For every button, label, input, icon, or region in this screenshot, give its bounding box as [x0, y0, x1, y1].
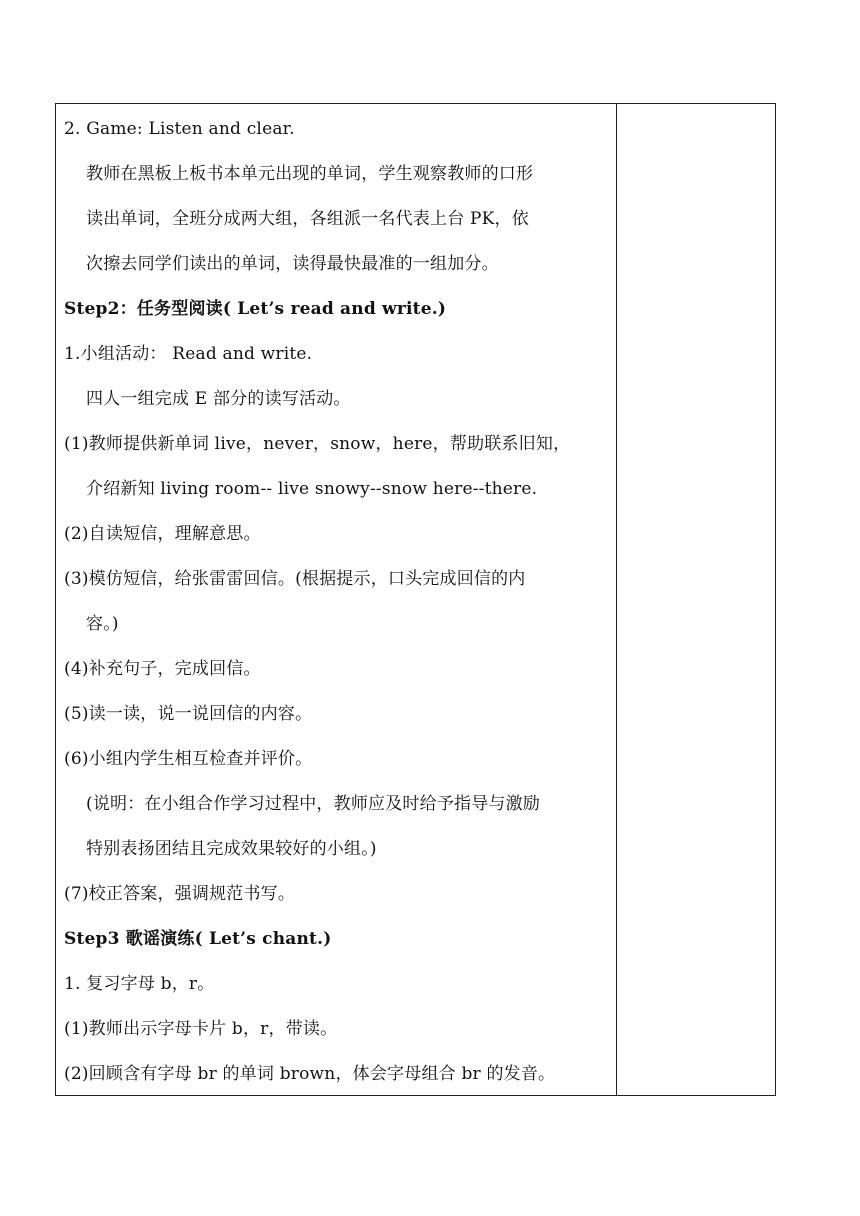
notes-cell: [617, 104, 775, 1095]
step3-heading: Step3 歌谣演练( Let’s chant.): [64, 929, 332, 949]
list-item: (1)教师提供新单词 live，never，snow，here，帮助联系旧知，: [64, 434, 571, 454]
paragraph-line: 次擦去同学们读出的单词，读得最快最准的一组加分。: [86, 254, 499, 274]
game-heading: 2. Game: Listen and clear.: [64, 119, 295, 139]
list-item: (1)教师出示字母卡片 b，r，带读。: [64, 1019, 338, 1039]
list-item: (2)自读短信，理解意思。: [64, 524, 261, 544]
list-item: (2)回顾含有字母 br 的单词 brown，体会字母组合 br 的发音。: [64, 1064, 556, 1084]
lesson-content-cell: [56, 104, 617, 1095]
list-item: (4)补充句子，完成回信。: [64, 659, 261, 679]
paragraph-line: 教师在黑板上板书本单元出现的单词，学生观察教师的口形: [86, 164, 534, 184]
paragraph-line: (说明：在小组合作学习过程中，教师应及时给予指导与激励: [86, 794, 541, 814]
paragraph-line: 容。): [86, 614, 119, 634]
step2-heading: Step2：任务型阅读( Let’s read and write.): [64, 299, 447, 319]
list-item: (3)模仿短信，给张雷雷回信。(根据提示，口头完成回信的内: [64, 569, 526, 589]
paragraph-line: 介绍新知 living room-- live snowy--snow here--there.: [86, 479, 538, 499]
list-item: 1.小组活动： Read and write.: [64, 344, 313, 364]
list-item: (5)读一读，说一说回信的内容。: [64, 704, 313, 724]
paragraph-line: 读出单词，全班分成两大组，各组派一名代表上台 PK，依: [86, 209, 529, 229]
list-item: (7)校正答案，强调规范书写。: [64, 884, 296, 904]
list-item: (6)小组内学生相互检查并评价。: [64, 749, 313, 769]
paragraph-line: 特别表扬团结且完成效果较好的小组。): [86, 839, 377, 859]
lesson-table: [55, 103, 776, 1096]
paragraph-line: 四人一组完成 E 部分的读写活动。: [86, 389, 351, 409]
list-item: 1. 复习字母 b，r。: [64, 974, 215, 994]
